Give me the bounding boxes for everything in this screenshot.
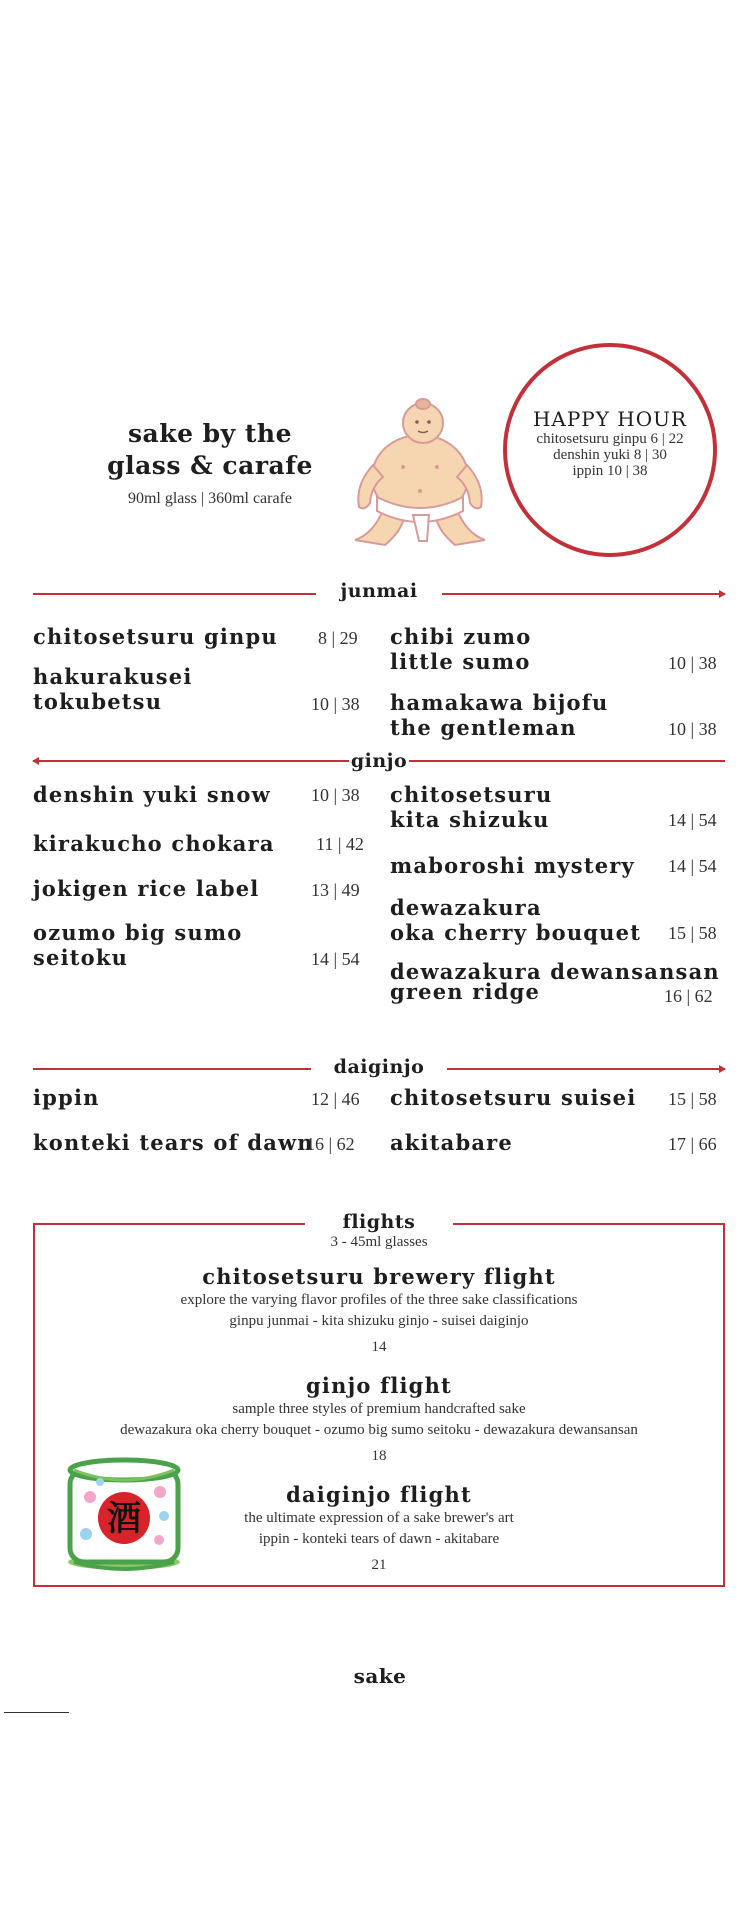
menu-item-name: chibi zumo little sumo [390, 624, 532, 674]
happy-hour-badge [503, 343, 717, 557]
divider-line [33, 593, 316, 595]
menu-item-name: ippin [33, 1085, 100, 1110]
menu-item-price: 10 | 38 [668, 719, 717, 739]
footer-label: sake [353, 1664, 407, 1688]
divider-line [442, 593, 725, 595]
section-heading-junmai: junmai [340, 580, 418, 602]
flight-list: dewazakura oka cherry bouquet - ozumo big sumo seitoku - dewazakura dewansansan [120, 1422, 638, 1438]
flight-name: ginjo flight [306, 1373, 452, 1398]
menu-item-name: chitosetsuru kita shizuku [390, 782, 553, 832]
flight-list: ippin - konteki tears of dawn - akitabare [258, 1531, 500, 1547]
divider-line [409, 760, 725, 762]
menu-item-price: 14 | 54 [311, 949, 360, 969]
menu-item-price: 10 | 38 [311, 694, 360, 714]
menu-item-name: chitosetsuru ginpu [33, 624, 278, 649]
menu-item-price: 10 | 38 [311, 785, 360, 805]
menu-item-name: denshin yuki snow [33, 782, 271, 807]
flight-price: 18 [371, 1448, 387, 1464]
flight-description: explore the varying flavor profiles of the three sake classifications [180, 1292, 578, 1308]
menu-item-name: ozumo big sumo seitoku [33, 920, 243, 970]
menu-item-name: dewazakura dewansansan green ridge [390, 959, 720, 1004]
page-title-line2: glass & carafe [107, 451, 313, 480]
flight-name: daiginjo flight [286, 1482, 472, 1507]
sake-kanji-label: 酒 [107, 1499, 141, 1539]
menu-item-price: 13 | 49 [311, 880, 360, 900]
menu-item-price: 17 | 66 [668, 1134, 717, 1154]
flight-price: 14 [371, 1339, 387, 1355]
menu-item-name: jokigen rice label [33, 876, 260, 901]
section-heading-daiginjo: daiginjo [333, 1056, 425, 1078]
menu-item-price: 14 | 54 [668, 856, 717, 876]
section-heading-flights: flights [305, 1211, 453, 1233]
divider-line [33, 760, 349, 762]
menu-item-name: hakurakusei tokubetsu [33, 664, 193, 714]
happy-hour-line: ippin 10 | 38 [572, 463, 648, 479]
menu-item-price: 11 | 42 [316, 834, 364, 854]
divider-line [447, 1068, 725, 1070]
menu-item-name: dewazakura oka cherry bouquet [390, 895, 642, 945]
page-title-line1: sake by the [127, 419, 293, 448]
menu-item-price: 15 | 58 [668, 1089, 717, 1109]
flight-description: sample three styles of premium handcrafted sake [232, 1401, 526, 1417]
section-heading-ginjo: ginjo [350, 750, 408, 772]
menu-item-name: maboroshi mystery [390, 853, 635, 878]
happy-hour-line: denshin yuki 8 | 30 [553, 447, 667, 463]
menu-item-price: 12 | 46 [311, 1089, 360, 1109]
menu-item-name: chitosetsuru suisei [390, 1085, 637, 1110]
footer-rule [4, 1712, 69, 1713]
happy-hour-title: HAPPY HOUR [532, 407, 688, 431]
menu-item-price: 10 | 38 [668, 653, 717, 673]
flight-name: chitosetsuru brewery flight [202, 1264, 556, 1289]
menu-item-price: 8 | 29 [318, 628, 358, 648]
page-subtitle: 90ml glass | 360ml carafe [127, 490, 293, 507]
flights-subtitle: 3 - 45ml glasses [330, 1234, 428, 1250]
page-title [90, 418, 330, 482]
menu-item-name: kirakucho chokara [33, 831, 275, 856]
divider-line [33, 1068, 311, 1070]
flight-list: ginpu junmai - kita shizuku ginjo - suisei daiginjo [229, 1313, 529, 1329]
flight-description: the ultimate expression of a sake brewer's art [244, 1510, 514, 1526]
menu-item-name: hamakawa bijofu the gentleman [390, 690, 609, 740]
menu-item-price: 14 | 54 [668, 810, 717, 830]
menu-item-name: konteki tears of dawn [33, 1130, 314, 1155]
happy-hour-line: chitosetsuru ginpu 6 | 22 [536, 431, 684, 447]
menu-item-name: akitabare [390, 1130, 513, 1155]
flight-price: 21 [371, 1557, 387, 1573]
menu-item-price: 16 | 62 [306, 1134, 355, 1154]
menu-item-price: 15 | 58 [668, 923, 717, 943]
menu-item-price: 16 | 62 [664, 986, 713, 1006]
sumo-wrestler-icon [345, 395, 495, 550]
